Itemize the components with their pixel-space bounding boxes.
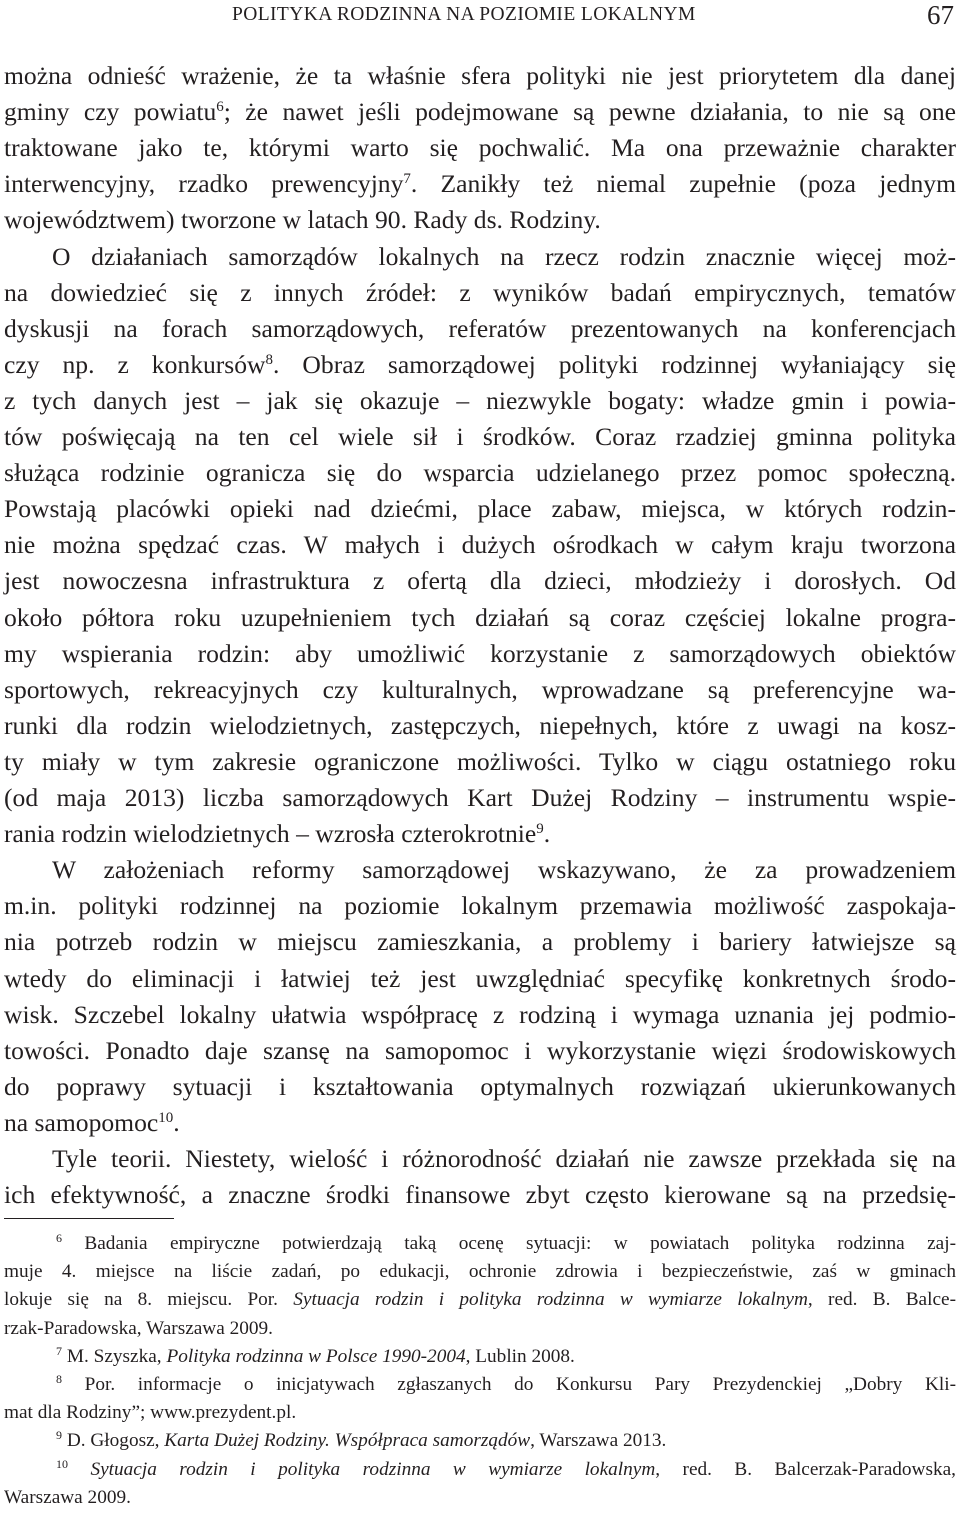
- footnote-text: [68, 1459, 90, 1480]
- footnote-line: [4, 1371, 956, 1399]
- footnote-text: , red. B. Balcerzak-Paradowska,: [655, 1458, 957, 1480]
- body-line-text: nie można spędzać czas. W małych i dużych ośrodkach w całym kraju tworzona: [4, 530, 956, 560]
- footnote-line: [4, 1456, 956, 1484]
- footnote-line: [4, 1258, 956, 1286]
- footnote-line: [4, 1399, 956, 1427]
- body-line: [4, 1105, 956, 1141]
- footnote-reference: 7: [403, 171, 411, 188]
- footnote-title: Karta Dużej Rodziny. Współpraca samorządów: [164, 1430, 531, 1452]
- running-title: POLITYKA RODZINNA NA POZIOMIE LOKALNYM: [232, 4, 696, 25]
- body-line: [4, 94, 956, 130]
- footnote-text: Por. informacje o inicjatywach zgłaszanych do Konkursu Pary Prezydenckiej „Dobry Kli-: [62, 1374, 956, 1395]
- footnote-number: 7: [56, 1343, 62, 1358]
- body-line-text: towości. Ponadto daje szansę na samopomoc i wykorzystanie więzi środowiskowych: [4, 1035, 956, 1065]
- body-line: [4, 527, 956, 563]
- body-line: [4, 383, 956, 419]
- body-line-text: runki dla rodzin wielodzietnych, zastępczych, niepełnych, które z uwagi na kosz-: [4, 710, 956, 740]
- body-line-text: około półtora roku uzupełnieniem tych działań są coraz częściej lokalne progra-: [4, 602, 956, 632]
- body-line-text: . Obraz samorządowej polityki rodzinnej wyłaniający się: [273, 349, 956, 379]
- body-line: [4, 636, 956, 672]
- body-line: [4, 130, 956, 166]
- footnote-text: , Lublin 2008.: [465, 1345, 575, 1367]
- body-line: [4, 563, 956, 599]
- body-line: [4, 1141, 956, 1177]
- footnote-line: [4, 1315, 956, 1343]
- body-line: [4, 780, 956, 816]
- footnote-text: D. Głogosz,: [62, 1430, 165, 1452]
- body-line: [4, 997, 956, 1033]
- body-line: [4, 311, 956, 347]
- footnote-number: 10: [56, 1456, 68, 1471]
- body-line: [4, 275, 956, 311]
- body-line: [4, 455, 956, 491]
- body-line-text: interwencyjny, rzadko prewencyjny: [4, 169, 404, 199]
- body-line-text: tów poświęcają na ten cel wiele sił i środków. Coraz rzadziej gminna polityka: [4, 422, 956, 451]
- footnote-text: mat dla Rodziny”; www.prezydent.pl.: [4, 1402, 297, 1424]
- footnote-text: Warszawa 2009.: [4, 1486, 131, 1508]
- body-line: [4, 708, 956, 744]
- body-line-text: O działaniach samorządów lokalnych na rzecz rodzin znacznie więcej moż-: [52, 241, 956, 271]
- body-line-text: W założeniach reformy samorządowej wskazywano, że za prowadzeniem: [52, 855, 956, 885]
- body-line: [4, 961, 956, 997]
- footnote-line: [4, 1427, 956, 1455]
- footnote-title: Sytuacja rodzin i polityka rodzinna w wymiarze lokalnym: [90, 1458, 656, 1480]
- body-line-text: gminy czy powiatu: [4, 97, 217, 127]
- body-line: [4, 888, 956, 924]
- body-line-text: wtedy do eliminacji i łatwiej też jest uwzględniać specyfikę konkretnych środo-: [4, 963, 956, 993]
- body-line-text: dyskusji na forach samorządowych, referatów prezentowanych na konferencjach: [4, 313, 956, 343]
- body-line-text: (od maja 2013) liczba samorządowych Kart Dużej Rodziny – instrumentu wspie-: [4, 783, 956, 812]
- footnote-text: M. Szyszka,: [62, 1345, 167, 1367]
- body-line: [4, 1033, 956, 1069]
- body-line-text: na dowiedzieć się z innych źródeł: z wyników badań empirycznych, tematów: [4, 277, 956, 307]
- body-line-text: wisk. Szczebel lokalny ułatwia współpracę z rodziną i wymaga uznania jej podmio-: [4, 999, 956, 1029]
- body-line-text: .: [173, 1107, 180, 1137]
- footnote-title: Polityka rodzinna w Polsce 1990-2004: [166, 1345, 466, 1367]
- footnote-text: , Warszawa 2013.: [530, 1430, 667, 1452]
- footnote-number: 6: [56, 1231, 62, 1245]
- body-line-text: . Zanikły też niemal zupełnie (poza jednym: [410, 169, 957, 199]
- body-line: [4, 1069, 956, 1105]
- body-line: [4, 419, 956, 455]
- footnote-line: [4, 1286, 956, 1314]
- footnote-text: , red. B. Balce-: [807, 1289, 957, 1311]
- body-line: [4, 166, 956, 202]
- body-line: [4, 744, 956, 780]
- footnote-text: rzak-Paradowska, Warszawa 2009.: [4, 1317, 273, 1339]
- body-line: [4, 491, 956, 527]
- body-line-text: na samopomoc: [4, 1107, 159, 1137]
- body-line: [4, 600, 956, 636]
- body-line: [4, 202, 956, 238]
- body-line: [4, 1177, 956, 1213]
- body-line: [4, 816, 956, 852]
- body-line-text: ich efektywność, a znaczne środki finansowe zbyt często kierowane są na przedsię-: [4, 1180, 956, 1210]
- body-line-text: my wspierania rodzin: aby umożliwić korzystanie z samorządowych obiektów: [4, 638, 956, 668]
- footnote-line: [4, 1343, 956, 1371]
- footnote-text: lokuje się na 8. miejscu. Por.: [4, 1289, 294, 1311]
- body-line-text: ty miały w tym zakresie ograniczone możliwości. Tylko w ciągu ostatniego roku: [4, 746, 956, 776]
- body-line-text: z tych danych jest – jak się okazuje – niezwykle bogaty: władze gmin i powia-: [4, 385, 956, 415]
- footnote-text: Badania empiryczne potwierdzają taką ocenę sytuacji: w powiatach polityka rodzinna zaj-: [62, 1233, 956, 1254]
- body-line-text: ; że nawet jeśli podejmowane są pewne działania, to nie są one: [223, 97, 956, 127]
- footnote-reference: 9: [536, 821, 544, 838]
- body-line-text: do poprawy sytuacji i kształtowania optymalnych rozwiązań ukierunkowanych: [4, 1071, 956, 1101]
- body-line-text: m.in. polityki rodzinnej na poziomie lokalnym przemawia możliwość zaspokaja-: [4, 891, 956, 921]
- body-line-text: czy np. z konkursów: [4, 349, 266, 379]
- body-line-text: .: [543, 819, 551, 849]
- page-header: [0, 0, 960, 40]
- footnote-separator: [4, 1218, 174, 1219]
- body-line: [4, 672, 956, 708]
- body-line: [4, 852, 956, 888]
- body-line-text: służąca rodzinie ogranicza się do wsparcia udzielanego przez pomoc społeczną.: [4, 458, 956, 488]
- footnote-title: Sytuacja rodzin i polityka rodzinna w wymiarze lokalnym: [293, 1289, 808, 1311]
- footnote-line: [4, 1230, 956, 1258]
- body-line-text: województwem) tworzone w latach 90. Rady ds. Rodziny.: [4, 205, 601, 235]
- body-line-text: jest nowoczesna infrastruktura z ofertą dla dzieci, młodzieży i dorosłych. Od: [4, 566, 956, 596]
- body-line-text: traktowane jako te, którymi warto się pochwalić. Ma ona przeważnie charakter: [4, 133, 956, 163]
- body-line: [4, 58, 956, 94]
- footnote-reference: 10: [158, 1109, 174, 1126]
- body-line: [4, 347, 956, 383]
- body-line-text: sportowych, rekreacyjnych czy kulturalnych, wprowadzane są preferencyjne wa-: [4, 674, 956, 704]
- body-line: [4, 924, 956, 960]
- body-line-text: można odnieść wrażenie, że ta właśnie sfera polityki nie jest priorytetem dla danej: [4, 61, 956, 90]
- body-line-text: nia potrzeb rodzin w miejscu zamieszkania, a problemy i bariery łatwiejsze są: [4, 927, 956, 957]
- body-line-text: rania rodzin wielodzietnych – wzrosła czterokrotnie: [4, 819, 537, 849]
- footnote-number: 8: [56, 1372, 62, 1386]
- body-line: [4, 239, 956, 275]
- footnote-reference: 6: [216, 99, 224, 116]
- page-number: 67: [927, 0, 954, 30]
- footnote-number: 9: [56, 1428, 62, 1443]
- footnote-text: muje 4. miejsce na liście zadań, po edukacji, ochronie zdrowia i bezpieczeństwie, zaś w gminach: [4, 1261, 956, 1283]
- body-line-text: Tyle teorii. Niestety, wielość i różnorodność działań nie zawsze przekłada się na: [52, 1144, 956, 1173]
- body-line-text: Powstają placówki opieki nad dziećmi, place zabaw, miejsca, w których rodzin-: [4, 494, 956, 524]
- footnote-reference: 8: [265, 351, 274, 368]
- footnote-line: [4, 1484, 956, 1512]
